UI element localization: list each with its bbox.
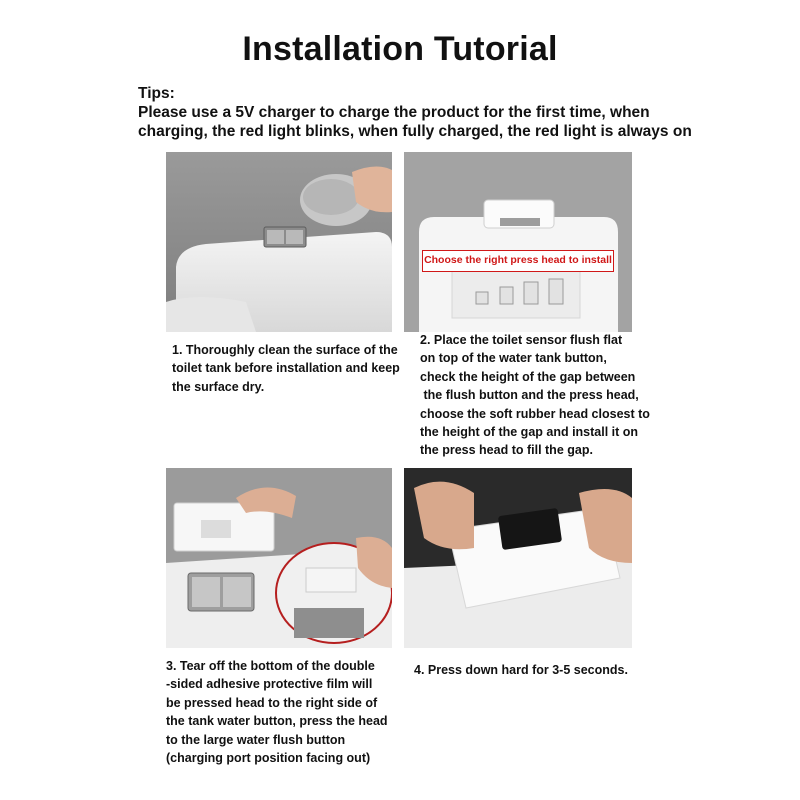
tips-line-2: charging, the red light blinks, when fully charged, the red light is always on <box>138 123 692 140</box>
step3-photo <box>166 468 392 648</box>
step2-line: on top of the water tank button, <box>420 351 607 366</box>
step3-line: -sided adhesive protective film will <box>166 677 373 692</box>
step3-line: the tank water button, press the head <box>166 714 388 729</box>
step4-text <box>414 661 628 679</box>
step1-line: the surface dry. <box>172 379 265 394</box>
step3-line: 3. Tear off the bottom of the double <box>166 659 375 673</box>
step1-line: toilet tank before installation and keep <box>172 361 400 376</box>
step3-line: to the large water flush button <box>166 732 346 747</box>
step1-text <box>172 341 400 396</box>
step2-line: check the height of the gap between <box>420 369 636 384</box>
step2-line: the height of the gap and install it on <box>420 425 639 440</box>
step4-line: 4. Press down hard for 3-5 seconds. <box>414 663 628 677</box>
tips-heading: Tips: <box>138 85 175 102</box>
step2-text <box>420 331 650 460</box>
page-title: Installation Tutorial <box>242 30 558 68</box>
step2-line: choose the soft rubber head closest to <box>420 406 650 421</box>
step3-text <box>166 657 388 767</box>
step3-line: (charging port position facing out) <box>166 751 371 766</box>
step1-photo <box>166 152 392 332</box>
step2-line: the flush button and the press head, <box>420 388 639 403</box>
step2-line: the press head to fill the gap. <box>420 443 593 458</box>
step2-line: 2. Place the toilet sensor flush flat <box>420 333 623 347</box>
tips-block <box>138 84 758 141</box>
step1-line: 1. Thoroughly clean the surface of the <box>172 343 398 357</box>
step3-line: be pressed head to the right side of <box>166 695 378 710</box>
step4-photo <box>404 468 632 648</box>
step2-photo <box>404 152 632 332</box>
press-head-callout: Choose the right press head to install <box>422 250 614 272</box>
tips-line-1: Please use a 5V charger to charge the product for the first time, when <box>138 104 650 121</box>
